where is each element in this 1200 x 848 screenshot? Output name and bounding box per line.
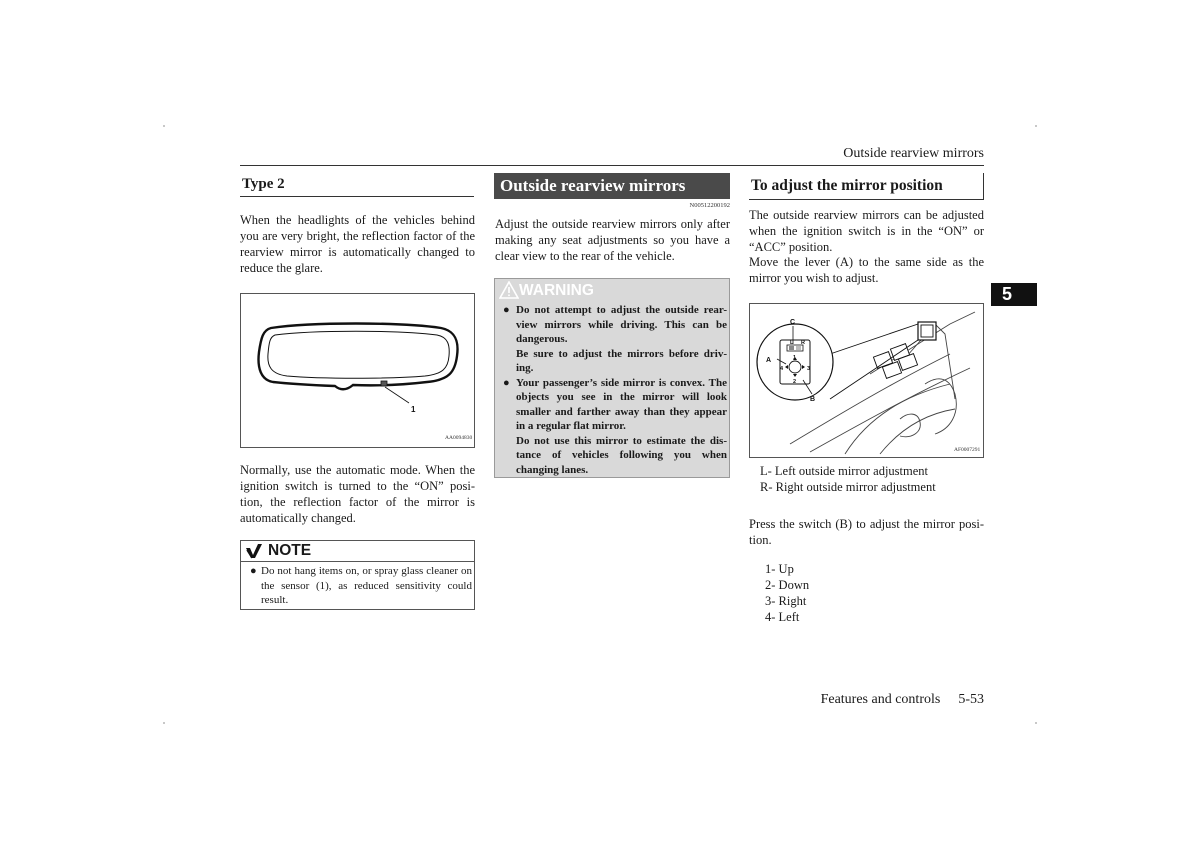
note-text: Do not hang items on, or spray glass cleaner on the sensor (1), as reduced sensitivity could result. (261, 565, 472, 606)
label-a: A (766, 357, 772, 364)
label-r: R (801, 340, 805, 346)
adjust-paragraph-1: The outside rearview mirrors can be adjusted when the ignition switch is in the “ON” or “ACC” position. (749, 208, 984, 254)
note-item (250, 564, 472, 608)
note-hand-icon (244, 542, 266, 560)
header-rule (240, 165, 984, 166)
page-footer (800, 692, 984, 708)
crop-mark (163, 125, 165, 127)
door-switch-illustration (750, 304, 983, 457)
adjust-paragraph-3: Press the switch (B) to adjust the mirror posi- tion. (749, 517, 984, 547)
label-1: 1 (793, 355, 797, 361)
rearview-mirror-figure (240, 293, 475, 448)
type2-intro: When the headlights of the vehicles behind you are very bright, the reflection factor of the rearview mirror is automatically changed to reduce the glare. (240, 213, 475, 275)
section-banner: Outside rearview mirrors (494, 173, 730, 199)
direction-right: 3- Right (765, 594, 807, 608)
type2-body: Normally, use the automatic mode. When the ignition switch is turned to the “ON” posi- tion, the reflection factor of the mirror is automatically changed. (240, 463, 475, 525)
direction-down: 2- Down (765, 578, 810, 592)
page-number: 5-53 (958, 692, 984, 707)
label-l: L (790, 340, 794, 346)
mirror-switch-figure (749, 303, 984, 458)
note-title: NOTE (268, 542, 312, 559)
bullet-icon: ● (250, 565, 257, 577)
warning-list (503, 303, 727, 477)
section-code: N00512200192 (689, 202, 730, 209)
bullet-icon: ● (503, 304, 510, 316)
bullet-icon: ● (503, 376, 510, 389)
figure-code: AA0094830 (445, 435, 473, 441)
crop-mark (1035, 722, 1037, 724)
label-2: 2 (793, 379, 797, 385)
warning-item (503, 303, 727, 376)
label-c: C (790, 319, 796, 326)
sensor-callout-1: 1 (411, 405, 416, 414)
section-heading-type2: Type 2 (240, 174, 474, 197)
warning-text: Your passenger’s side mirror is convex. The objects you see in the mirror will look smaller and farther away than they appear in a regular flat mirror. Do not use this mirror to estimate the dis- tance of vehicles following you when changing lanes. (516, 376, 727, 476)
running-header: Outside rearview mirrors (843, 146, 984, 161)
lever-legend (760, 463, 936, 495)
warning-item (503, 376, 727, 478)
lever-item-right: R- Right outside mirror adjustment (760, 480, 936, 494)
adjust-paragraph-2: Move the lever (A) to the same side as the mirror you wish to adjust. (749, 255, 984, 285)
direction-list (765, 561, 809, 625)
crop-mark (163, 722, 165, 724)
footer-section: Features and controls (820, 692, 941, 707)
label-4: 4 (780, 366, 784, 372)
label-3: 3 (807, 366, 811, 372)
lever-item-left: L- Left outside mirror adjustment (760, 464, 929, 478)
warning-title: WARNING (519, 282, 594, 299)
label-b: B (810, 396, 816, 403)
warning-text: Do not attempt to adjust the outside rear- view mirrors while driving. This can be dangerous. Be sure to adjust the mirrors before driv- ing. (516, 304, 727, 374)
rearview-mirror-illustration (241, 294, 474, 447)
direction-up: 1- Up (765, 562, 794, 576)
section-heading-adjust: To adjust the mirror position (749, 173, 984, 200)
outside-mirrors-body: Adjust the outside rearview mirrors only after making any seat adjustments so you have a clear view to the rear of the vehicle. (495, 217, 730, 263)
figure-code: AF0007291 (954, 447, 981, 453)
warning-triangle-icon (499, 281, 519, 299)
chapter-tab: 5 (991, 283, 1037, 306)
crop-mark (1035, 125, 1037, 127)
direction-left: 4- Left (765, 610, 800, 624)
